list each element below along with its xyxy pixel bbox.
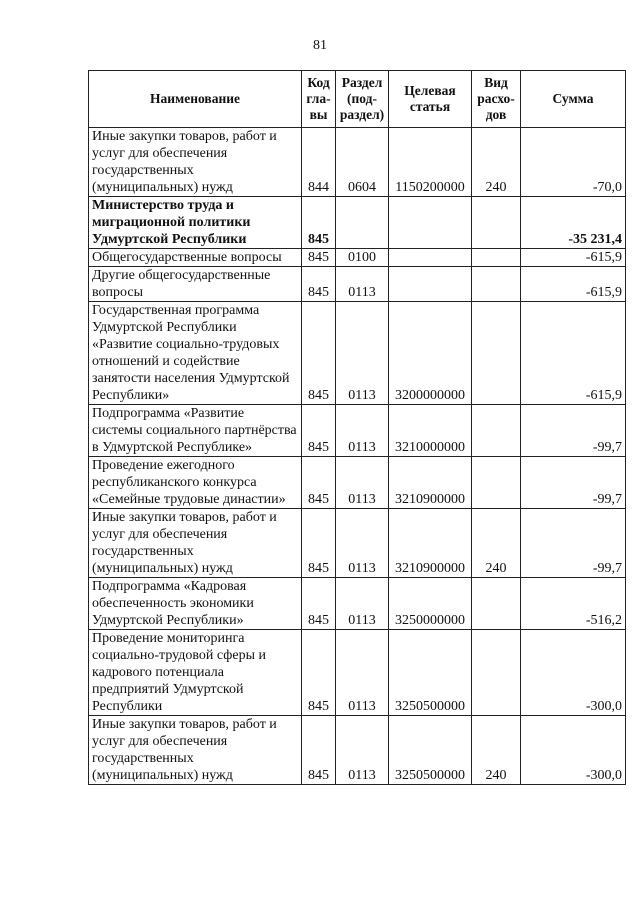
cell-target xyxy=(389,267,472,302)
table-row xyxy=(89,457,626,509)
table-row xyxy=(89,197,626,249)
cell-code: 845 xyxy=(302,405,336,457)
table-row xyxy=(89,249,626,267)
cell-section: 0113 xyxy=(336,267,389,302)
cell-name: Министерство труда и миграционной политики Удмуртской Республики xyxy=(89,197,302,249)
cell-target: 3200000000 xyxy=(389,302,472,405)
cell-sum: -300,0 xyxy=(521,630,626,716)
cell-type xyxy=(472,630,521,716)
cell-section: 0113 xyxy=(336,630,389,716)
table-row xyxy=(89,716,626,785)
cell-sum: -516,2 xyxy=(521,578,626,630)
cell-sum: -615,9 xyxy=(521,267,626,302)
cell-type xyxy=(472,267,521,302)
cell-code: 845 xyxy=(302,197,336,249)
cell-sum: -35 231,4 xyxy=(521,197,626,249)
cell-code: 845 xyxy=(302,302,336,405)
cell-code: 844 xyxy=(302,128,336,197)
cell-name: Подпрограмма «Развитие системы социального партнёрства в Удмуртской Республике» xyxy=(89,405,302,457)
cell-type xyxy=(472,578,521,630)
cell-name: Проведение мониторинга социально-трудовой сферы и кадрового потенциала предприятий Удмуртской Республики xyxy=(89,630,302,716)
table-row xyxy=(89,128,626,197)
table-body xyxy=(89,128,626,785)
cell-sum: -99,7 xyxy=(521,457,626,509)
header-type: Вид расхо-дов xyxy=(472,71,521,128)
cell-type xyxy=(472,302,521,405)
table-row xyxy=(89,509,626,578)
header-target: Целевая статья xyxy=(389,71,472,128)
cell-code: 845 xyxy=(302,267,336,302)
cell-section: 0113 xyxy=(336,578,389,630)
cell-type xyxy=(472,405,521,457)
header-name: Наименование xyxy=(89,71,302,128)
cell-target: 3210000000 xyxy=(389,405,472,457)
cell-target xyxy=(389,249,472,267)
cell-section: 0113 xyxy=(336,716,389,785)
cell-name: Иные закупки товаров, работ и услуг для обеспечения государственных (муниципальных) нужд xyxy=(89,716,302,785)
cell-target: 3250500000 xyxy=(389,716,472,785)
header-section: Раздел (под-раздел) xyxy=(336,71,389,128)
cell-name: Государственная программа Удмуртской Республики «Развитие социально-трудовых отношений и содействие занятости населения Удмуртской Республики» xyxy=(89,302,302,405)
cell-type: 240 xyxy=(472,716,521,785)
cell-section: 0113 xyxy=(336,302,389,405)
cell-type xyxy=(472,249,521,267)
cell-type xyxy=(472,457,521,509)
cell-name: Иные закупки товаров, работ и услуг для обеспечения государственных (муниципальных) нужд xyxy=(89,128,302,197)
cell-code: 845 xyxy=(302,457,336,509)
cell-code: 845 xyxy=(302,509,336,578)
cell-section: 0100 xyxy=(336,249,389,267)
cell-section: 0113 xyxy=(336,509,389,578)
table-header-row xyxy=(89,71,626,128)
table-row xyxy=(89,267,626,302)
cell-target: 1150200000 xyxy=(389,128,472,197)
cell-sum: -615,9 xyxy=(521,249,626,267)
cell-target xyxy=(389,197,472,249)
cell-section xyxy=(336,197,389,249)
table-row xyxy=(89,302,626,405)
cell-code: 845 xyxy=(302,249,336,267)
cell-sum: -99,7 xyxy=(521,405,626,457)
cell-sum: -99,7 xyxy=(521,509,626,578)
table-row xyxy=(89,578,626,630)
cell-sum: -615,9 xyxy=(521,302,626,405)
cell-name: Подпрограмма «Кадровая обеспеченность экономики Удмуртской Республики» xyxy=(89,578,302,630)
cell-target: 3250000000 xyxy=(389,578,472,630)
header-sum: Сумма xyxy=(521,71,626,128)
table-row xyxy=(89,405,626,457)
table-row xyxy=(89,630,626,716)
cell-sum: -70,0 xyxy=(521,128,626,197)
cell-code: 845 xyxy=(302,630,336,716)
page-number: 81 xyxy=(313,38,327,53)
header-code: Код гла-вы xyxy=(302,71,336,128)
cell-name: Другие общегосударственные вопросы xyxy=(89,267,302,302)
cell-section: 0604 xyxy=(336,128,389,197)
cell-type: 240 xyxy=(472,509,521,578)
cell-section: 0113 xyxy=(336,405,389,457)
cell-target: 3210900000 xyxy=(389,509,472,578)
cell-section: 0113 xyxy=(336,457,389,509)
cell-type: 240 xyxy=(472,128,521,197)
cell-target: 3250500000 xyxy=(389,630,472,716)
budget-table xyxy=(88,70,626,785)
cell-code: 845 xyxy=(302,716,336,785)
cell-type xyxy=(472,197,521,249)
cell-name: Общегосударственные вопросы xyxy=(89,249,302,267)
cell-sum: -300,0 xyxy=(521,716,626,785)
cell-target: 3210900000 xyxy=(389,457,472,509)
cell-name: Проведение ежегодного республиканского конкурса «Семейные трудовые династии» xyxy=(89,457,302,509)
cell-name: Иные закупки товаров, работ и услуг для обеспечения государственных (муниципальных) нужд xyxy=(89,509,302,578)
cell-code: 845 xyxy=(302,578,336,630)
